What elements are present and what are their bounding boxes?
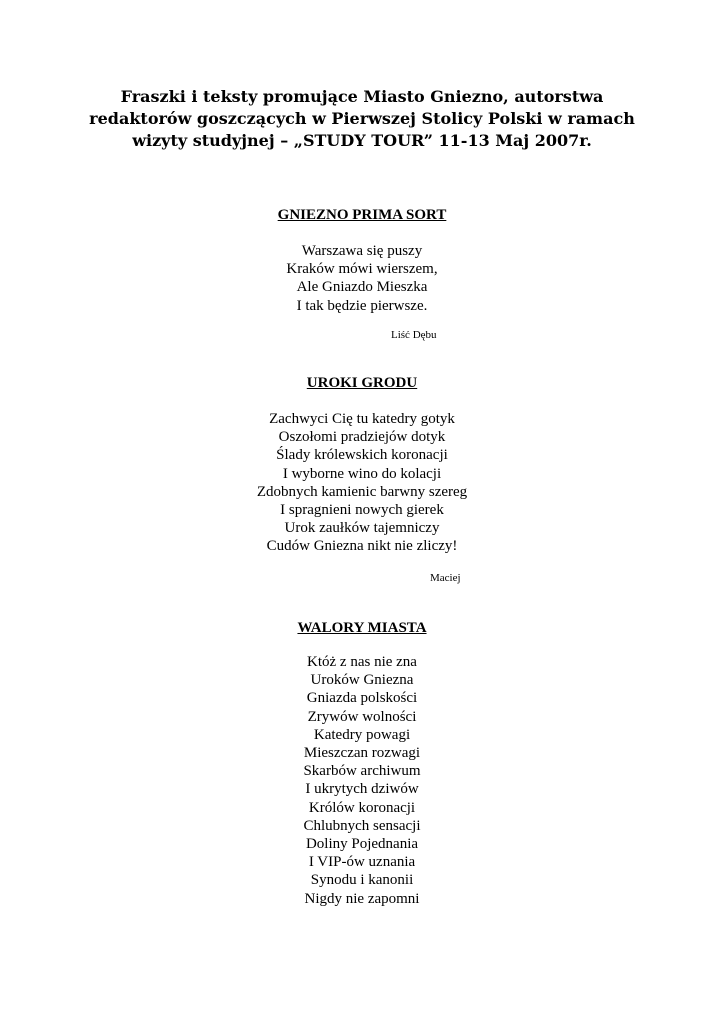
poem-lines xyxy=(0,242,724,315)
poem-line: Doliny Pojednania xyxy=(305,836,419,853)
poem-walory-miasta xyxy=(0,619,724,908)
poem-line: Królów koronacji xyxy=(308,799,416,816)
poem-lines xyxy=(0,410,724,556)
poem-title: WALORY MIASTA xyxy=(297,620,427,636)
poem-line: I tak będzie pierwsze. xyxy=(296,297,428,314)
poem-lines xyxy=(0,653,724,908)
poem-uroki-grodu xyxy=(0,374,724,584)
poem-line: Ale Gniazdo Mieszka xyxy=(296,279,428,296)
poem-title: UROKI GRODU xyxy=(306,375,418,391)
poem-line: Synodu i kanonii xyxy=(310,872,414,889)
poem-gniezno-prima-sort xyxy=(0,206,724,341)
poem-line: Skarbów archiwum xyxy=(303,763,421,780)
poem-line: Gniazda polskości xyxy=(306,690,418,707)
poem-line: Urok zaułków tajemniczy xyxy=(284,520,440,537)
title-line: wizyty studyjnej – „STUDY TOUR” 11-13 Maj 2007r. xyxy=(132,131,592,150)
poem-line: Warszawa się puszy xyxy=(301,243,423,259)
title-line: Fraszki i teksty promujące Miasto Gniezno, autorstwa xyxy=(120,87,604,106)
poem-line: Zachwyci Cię tu katedry gotyk xyxy=(269,411,455,427)
poem-line: Ślady królewskich koronacji xyxy=(276,447,448,464)
poem-line: I ukrytych dziwów xyxy=(305,781,419,798)
poem-author: Liść Dębu xyxy=(391,329,437,341)
poem-line: Oszołomi pradziejów dotyk xyxy=(278,429,446,446)
poem-line: Zrywów wolności xyxy=(307,708,417,725)
poem-title: GNIEZNO PRIMA SORT xyxy=(277,207,447,223)
page-title xyxy=(0,86,724,152)
poem-line: I VIP-ów uznania xyxy=(308,854,416,871)
poem-line: Uroków Gniezna xyxy=(310,672,414,689)
poem-line: Chlubnych sensacji xyxy=(303,817,421,834)
poem-line: Kraków mówi wierszem, xyxy=(286,261,438,278)
poem-line: I spragnieni nowych gierek xyxy=(280,502,444,519)
poem-line: Nigdy nie zapomni xyxy=(304,890,420,907)
poem-author: Maciej xyxy=(430,572,461,584)
poem-line: Zdobnych kamienic barwny szereg xyxy=(256,483,468,500)
poem-line: Katedry powagi xyxy=(313,726,411,743)
poem-line: Któż z nas nie zna xyxy=(307,654,417,670)
poem-line: Cudów Gniezna nikt nie zliczy! xyxy=(266,538,458,555)
poem-line: I wyborne wino do kolacji xyxy=(282,465,442,482)
title-line: redaktorów goszczących w Pierwszej Stolicy Polski w ramach xyxy=(89,109,635,128)
poem-line: Mieszczan rozwagi xyxy=(303,745,421,762)
